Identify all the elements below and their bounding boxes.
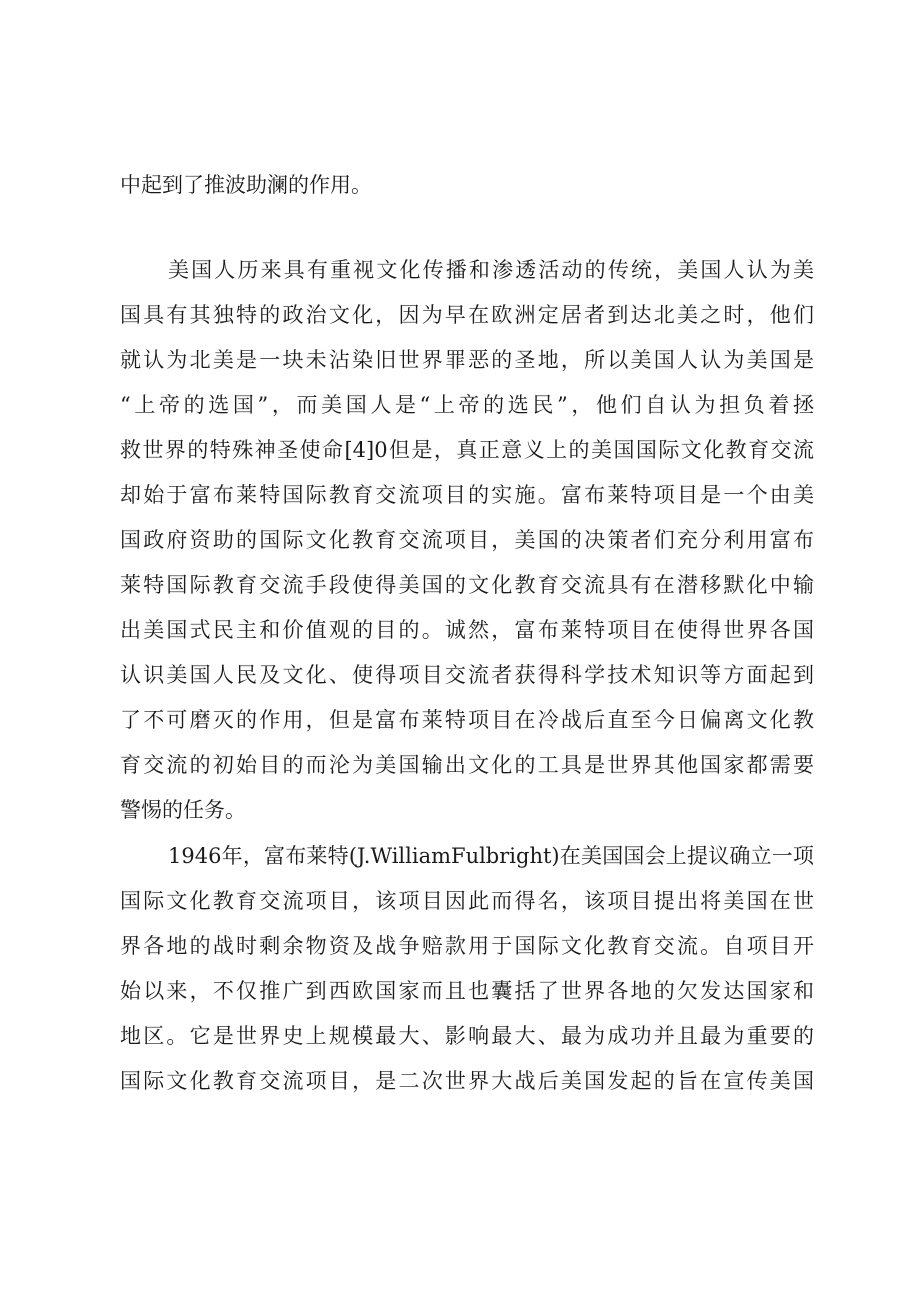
text-line: 中起到了推波助澜的作用。 xyxy=(120,173,372,197)
text-line: 就认为北美是一块未沾染旧世界罪恶的圣地，所以美国人认为美国是 xyxy=(120,348,814,372)
text-line: 国政府资助的国际文化教育交流项目，美国的决策者们充分利用富布 xyxy=(120,528,814,552)
text-line: 出美国式民主和价值观的目的。诚然，富布莱特项目在使得世界各国 xyxy=(120,618,814,642)
text-line: 国际文化教育交流项目，是二次世界大战后美国发起的旨在宣传美国 xyxy=(120,1069,814,1093)
text-line: 认识美国人民及文化、使得项目交流者获得科学技术知识等方面起到 xyxy=(120,663,814,687)
text-line: 国具有其独特的政治文化，因为早在欧洲定居者到达北美之时，他们 xyxy=(120,303,814,327)
text-line: “上帝的选国”，而美国人是“上帝的选民”，他们自认为担负着拯 xyxy=(120,393,814,417)
text-line: 救世界的特殊神圣使命[4]0但是，真正意义上的美国国际文化教育交流 xyxy=(120,438,814,462)
text-line: 育交流的初始目的而沦为美国输出文化的工具是世界其他国家都需要 xyxy=(120,753,814,777)
paragraph-first-line: 1946年，富布莱特(J.WilliamFulbright)在美国国会上提议确立一项 xyxy=(168,844,814,868)
text-line: 了不可磨灭的作用，但是富布莱特项目在冷战后直至今日偏离文化教 xyxy=(120,708,814,732)
text-line: 地区。它是世界史上规模最大、影响最大、最为成功并且最为重要的 xyxy=(120,1024,814,1048)
text-line: 始以来，不仅推广到西欧国家而且也囊括了世界各地的欠发达国家和 xyxy=(120,979,814,1003)
text-line: 却始于富布莱特国际教育交流项目的实施。富布莱特项目是一个由美 xyxy=(120,483,814,507)
text-line: 警惕的任务。 xyxy=(120,798,246,822)
text-line: 界各地的战时剩余物资及战争赔款用于国际文化教育交流。自项目开 xyxy=(120,934,814,958)
text-line: 国际文化教育交流项目，该项目因此而得名，该项目提出将美国在世 xyxy=(120,889,814,913)
paragraph-first-line: 美国人历来具有重视文化传播和渗透活动的传统，美国人认为美 xyxy=(168,258,814,282)
text-line: 莱特国际教育交流手段使得美国的文化教育交流具有在潜移默化中输 xyxy=(120,573,814,597)
